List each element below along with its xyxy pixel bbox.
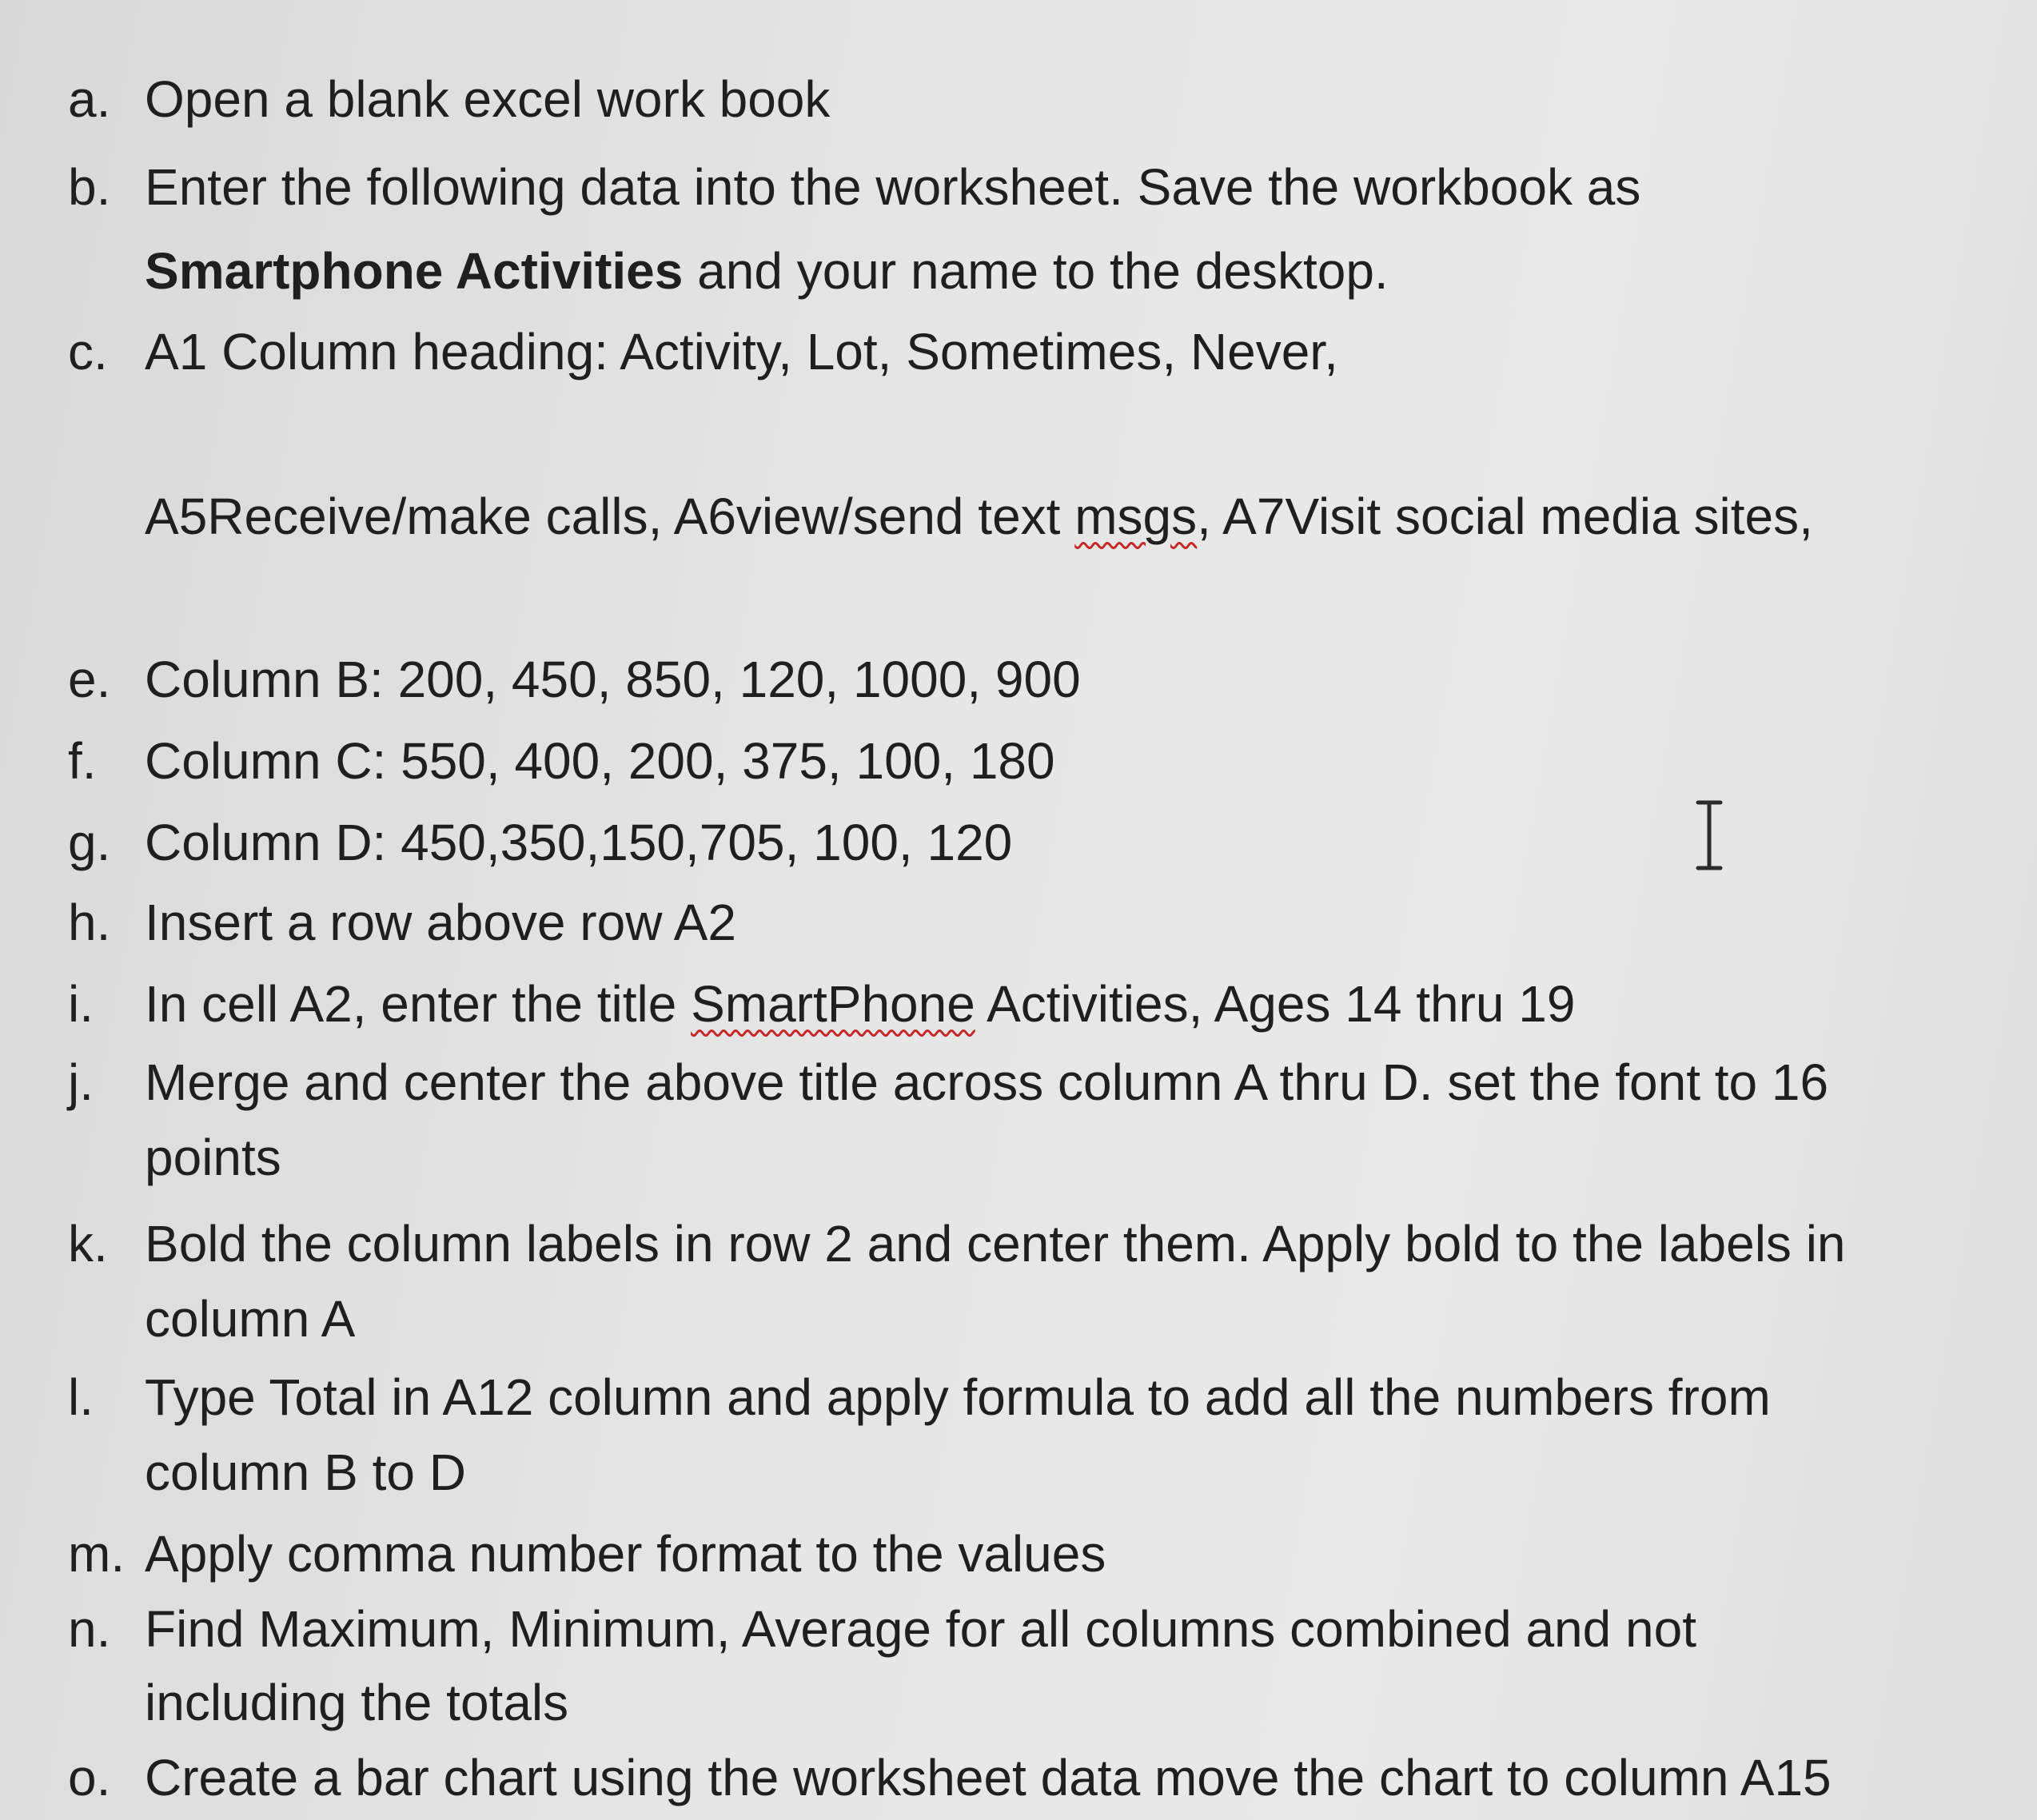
list-marker: b. [68, 158, 111, 216]
text-cursor-icon [1693, 799, 1725, 871]
list-item-text: column B to D [145, 1444, 466, 1501]
list-item-text: A1 Column heading: Activity, Lot, Sometimes, Never, [145, 323, 1338, 380]
list-marker: n. [68, 1600, 111, 1658]
list-item-text: Column B: 200, 450, 850, 120, 1000, 900 [145, 651, 1081, 708]
list-item-text: , A7Visit social media sites, [1197, 488, 1813, 545]
list-item-text: In cell A2, enter the title [145, 975, 692, 1033]
list-item-text: Open a blank excel work book [145, 70, 831, 128]
spellcheck-word: msgs [1074, 488, 1198, 545]
list-item-text: and your name to the desktop. [683, 242, 1389, 300]
list-item-i [68, 966, 1575, 1042]
list-marker: k. [68, 1215, 108, 1272]
list-marker: o. [68, 1749, 111, 1806]
list-marker: a. [68, 70, 111, 128]
list-item-j [68, 1044, 1828, 1121]
list-item-f [68, 723, 1055, 799]
list-marker: m. [68, 1525, 126, 1583]
list-item-l-continuation [145, 1434, 466, 1511]
list-item-text: A5Receive/make calls, A6view/send text [145, 488, 1075, 545]
list-item-text: Create a bar chart using the worksheet data move the chart to column A15 [145, 1749, 1832, 1806]
list-item-text: Enter the following data into the worksheet. Save the workbook as [145, 158, 1641, 216]
list-item-c-continuation [145, 478, 1813, 555]
list-item-l [68, 1359, 1771, 1436]
list-item-m [68, 1515, 1106, 1592]
list-marker: e. [68, 651, 111, 708]
list-item-g [68, 804, 1012, 881]
spellcheck-word: SmartPhone [691, 975, 975, 1033]
list-item-b [68, 149, 1640, 225]
list-item-n [68, 1591, 1696, 1667]
list-marker: h. [68, 894, 111, 951]
list-marker: c. [68, 323, 108, 380]
list-marker: f. [68, 732, 97, 790]
list-item-a [68, 61, 830, 137]
list-item-text: Merge and center the above title across column A thru D. set the font to 16 [145, 1053, 1829, 1111]
list-item-text: column A [145, 1290, 356, 1348]
list-item-text: Bold the column labels in row 2 and center them. Apply bold to the labels in [145, 1215, 1846, 1272]
list-item-n-continuation [145, 1664, 568, 1741]
list-item-text: including the totals [145, 1674, 569, 1731]
list-item-text: points [145, 1129, 281, 1186]
list-item-k [68, 1205, 1846, 1282]
list-item-e [68, 641, 1081, 718]
list-marker: i. [68, 975, 94, 1033]
list-item-o [68, 1739, 1832, 1816]
list-item-text: Type Total in A12 column and apply formula to add all the numbers from [145, 1368, 1771, 1426]
list-item-c [68, 313, 1338, 390]
list-marker: l. [68, 1368, 94, 1426]
bold-filename: Smartphone Activities [145, 242, 684, 300]
list-marker: j. [68, 1053, 94, 1111]
list-item-j-continuation [145, 1119, 281, 1196]
list-item-text: Apply comma number format to the values [145, 1525, 1106, 1583]
list-item-k-continuation [145, 1280, 355, 1357]
list-item-b-continuation [145, 233, 1389, 309]
list-item-h [68, 884, 736, 961]
list-item-text: Column C: 550, 400, 200, 375, 100, 180 [145, 732, 1055, 790]
list-item-text: Activities, Ages 14 thru 19 [975, 975, 1576, 1033]
list-item-text: Find Maximum, Minimum, Average for all columns combined and not [145, 1600, 1696, 1658]
list-item-text: Column D: 450,350,150,705, 100, 120 [145, 814, 1013, 871]
list-item-text: Insert a row above row A2 [145, 894, 736, 951]
list-marker: g. [68, 814, 111, 871]
